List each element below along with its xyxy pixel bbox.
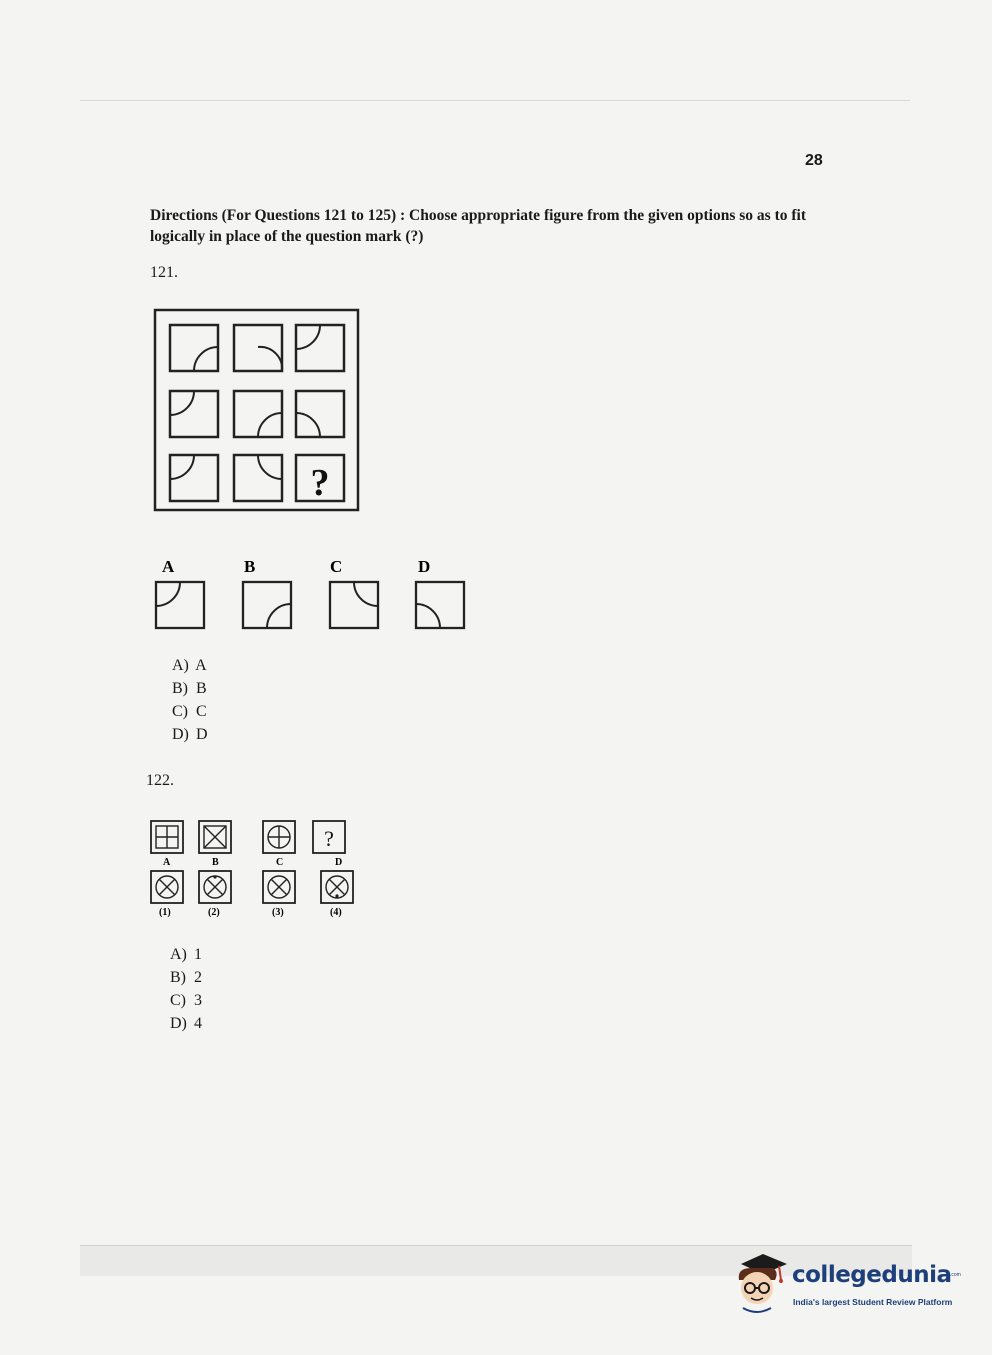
question-122-problem-figures — [145, 815, 365, 870]
grid-cell-3-2 — [234, 455, 282, 501]
brand-domain: .com — [950, 1272, 961, 1278]
problem-label-b: B — [212, 857, 219, 868]
answer-figure-2 — [199, 871, 231, 903]
answer-figure-c — [330, 582, 378, 628]
answer-figure-a — [156, 582, 204, 628]
q121-option-d: D) D — [172, 726, 208, 743]
problem-label-a: A — [163, 857, 171, 868]
answer-figure-3 — [263, 871, 295, 903]
q122-option-d: D) 4 — [170, 1015, 202, 1032]
problem-label-c: C — [276, 857, 284, 868]
question-121-answer-figures — [150, 555, 480, 635]
q121-option-b: B) B — [172, 680, 207, 697]
problem-figure-b — [199, 821, 231, 853]
question-122-answer-figures — [145, 865, 365, 920]
grid-cell-1-1 — [170, 325, 218, 371]
answer-figure-b — [243, 582, 291, 628]
q121-option-c: C) C — [172, 703, 207, 720]
answer-label-2: (2) — [208, 907, 220, 918]
grid-cell-1-2 — [234, 325, 282, 371]
q122-option-b: B) 2 — [170, 969, 202, 986]
figure-label-b: B — [244, 557, 256, 576]
answer-label-1: (1) — [159, 907, 171, 918]
q122-option-c: C) 3 — [170, 992, 202, 1009]
question-121-number: 121. — [150, 264, 178, 281]
q121-option-a: A) A — [172, 657, 207, 674]
q122-option-a: A) 1 — [170, 946, 202, 963]
answer-figure-1 — [151, 871, 183, 903]
problem-figure-a — [151, 821, 183, 853]
figure-label-d: D — [418, 557, 431, 576]
q122-question-mark: ? — [324, 826, 334, 851]
problem-figure-c — [263, 821, 295, 853]
answer-label-3: (3) — [272, 907, 284, 918]
answer-figure-4 — [321, 871, 353, 903]
problem-label-d: D — [335, 857, 343, 868]
page-top-rule — [80, 100, 910, 101]
figure-label-c: C — [330, 557, 343, 576]
grid-cell-2-1 — [170, 391, 218, 437]
question-mark: ? — [310, 462, 330, 504]
answer-label-4: (4) — [330, 907, 342, 918]
brand-tagline: India's largest Student Review Platform — [793, 1297, 953, 1307]
problem-figure-d — [313, 821, 345, 853]
brand-name: collegedunia — [792, 1262, 952, 1288]
figure-label-a: A — [162, 557, 175, 576]
question-121-grid-figure — [150, 305, 365, 515]
grid-cell-2-3 — [296, 391, 344, 437]
brand-mascot-icon — [733, 1250, 791, 1315]
page-number: 28 — [805, 152, 823, 169]
directions-text: Directions (For Questions 121 to 125) : Choose appropriate figure from the given options so as to fit logically in place of the question mark (?) — [150, 207, 806, 245]
grid-cell-2-2 — [234, 391, 282, 437]
grid-cell-3-3-question — [296, 455, 344, 504]
question-122-number: 122. — [146, 772, 174, 789]
grid-cell-1-3 — [296, 325, 344, 371]
grid-cell-3-1 — [170, 455, 218, 501]
answer-figure-d — [416, 582, 464, 628]
